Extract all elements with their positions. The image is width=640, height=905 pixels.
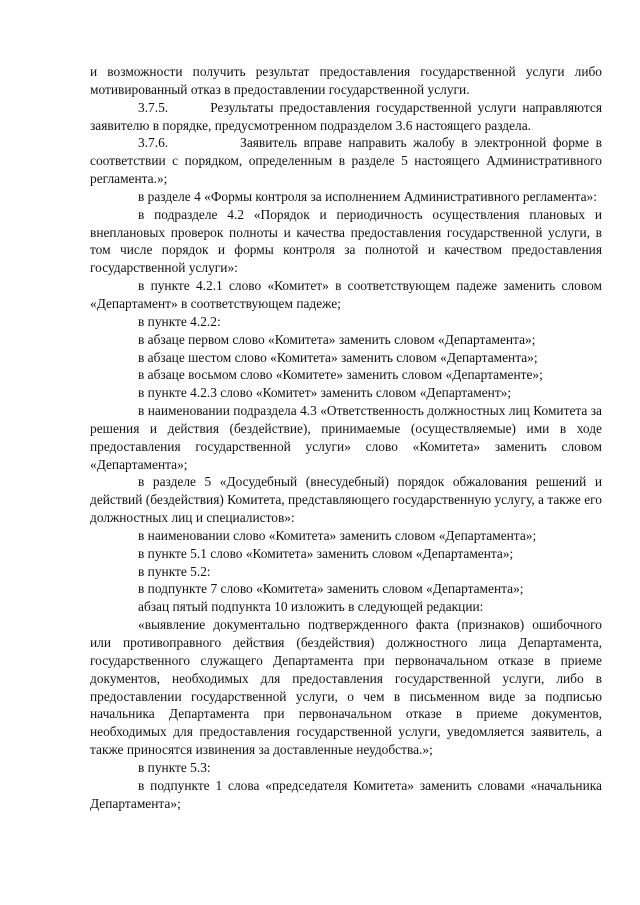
paragraph-subsection-4-2: в подразделе 4.2 «Порядок и периодичность осуществления плановых и внеплановых проверок полноты и качества предоставления государственной услуги, в том числе порядок и формы контроля за полнотой и качеством предоставления государственной услуги»: xyxy=(90,206,602,276)
paragraph-item-4-2-1: в пункте 4.2.1 слово «Комитет» в соответствующем падеже заменить словом «Департамент» в соответствующем падеже; xyxy=(90,278,602,311)
paragraph: и возможности получить результат предоставления государственной услуги либо мотивированный отказ в предоставлении государственной услуги. xyxy=(90,64,602,97)
paragraph: в абзаце восьмом слово «Комитете» заменить словом «Департаменте»; xyxy=(138,367,543,383)
paragraph-section-4: в разделе 4 «Формы контроля за исполнением Административного регламента»: xyxy=(138,188,597,204)
paragraph: абзац пятый подпункта 10 изложить в следующей редакции: xyxy=(138,599,484,615)
paragraph-item-5-3: в пункте 5.3: xyxy=(138,759,211,775)
paragraph-section-5: в разделе 5 «Досудебный (внесудебный) порядок обжалования решений и действий (бездействия) Комитета, представляющего государственную услугу, а также его должностных лиц и специалистов»: xyxy=(90,474,602,526)
paragraph-item-5-2: в пункте 5.2: xyxy=(138,563,211,579)
paragraph: в подпункте 7 слово «Комитета» заменить словом «Департамента»; xyxy=(138,581,524,597)
paragraph-quoted-text: «выявление документально подтвержденного факта (признаков) ошибочного или противоправного действия (бездействия) должностного лица Департамента, государственного служащего Департамента при первоначальном отказе в приеме документов, необходимых для предоставления государственной услуги, либо в предоставлении государственной услуги, о чем в письменном виде за подписью начальника Департамента при первоначальном отказе в приеме документов, необходимых для предоставления государственной услуги, уведомляется заявитель, а также приносятся извинения за доставленные неудобства.»; xyxy=(90,617,602,758)
paragraph-item-3-7-5: 3.7.5. Результаты предоставления государственной услуги направляются заявителю в порядке, предусмотренном подразделом 3.6 настоящего раздела. xyxy=(90,99,602,133)
paragraph: в наименовании слово «Комитета» заменить словом «Департамента»; xyxy=(138,527,537,543)
paragraph-item-3-7-6: 3.7.6. Заявитель вправе направить жалобу в электронной форме в соответствии с порядком, определенным в разделе 5 настоящего Административного регламента.»; xyxy=(90,135,602,187)
paragraph: в абзаце первом слово «Комитета» заменить словом «Департамента»; xyxy=(138,331,536,347)
paragraph-subsection-4-3: в наименовании подраздела 4.3 «Ответственность должностных лиц Комитета за решения и действия (бездействие), принимаемые (осуществляемые) ими в ходе предоставления государственной услуги» слово «Комитета» заменить словом «Департамента»; xyxy=(90,403,602,472)
paragraph: в подпункте 1 слова «председателя Комитета» заменить словами «начальника Департамента»; xyxy=(90,777,602,811)
paragraph-item-5-1: в пункте 5.1 слово «Комитета» заменить словом «Департамента»; xyxy=(138,545,514,561)
paragraph: в абзаце шестом слово «Комитета» заменить словом «Департамента»; xyxy=(138,349,538,365)
paragraph-item-4-2-2: в пункте 4.2.2: xyxy=(138,313,221,329)
document-page xyxy=(90,63,602,812)
paragraph-item-4-2-3: в пункте 4.2.3 слово «Комитет» заменить словом «Департамент»; xyxy=(138,385,512,401)
